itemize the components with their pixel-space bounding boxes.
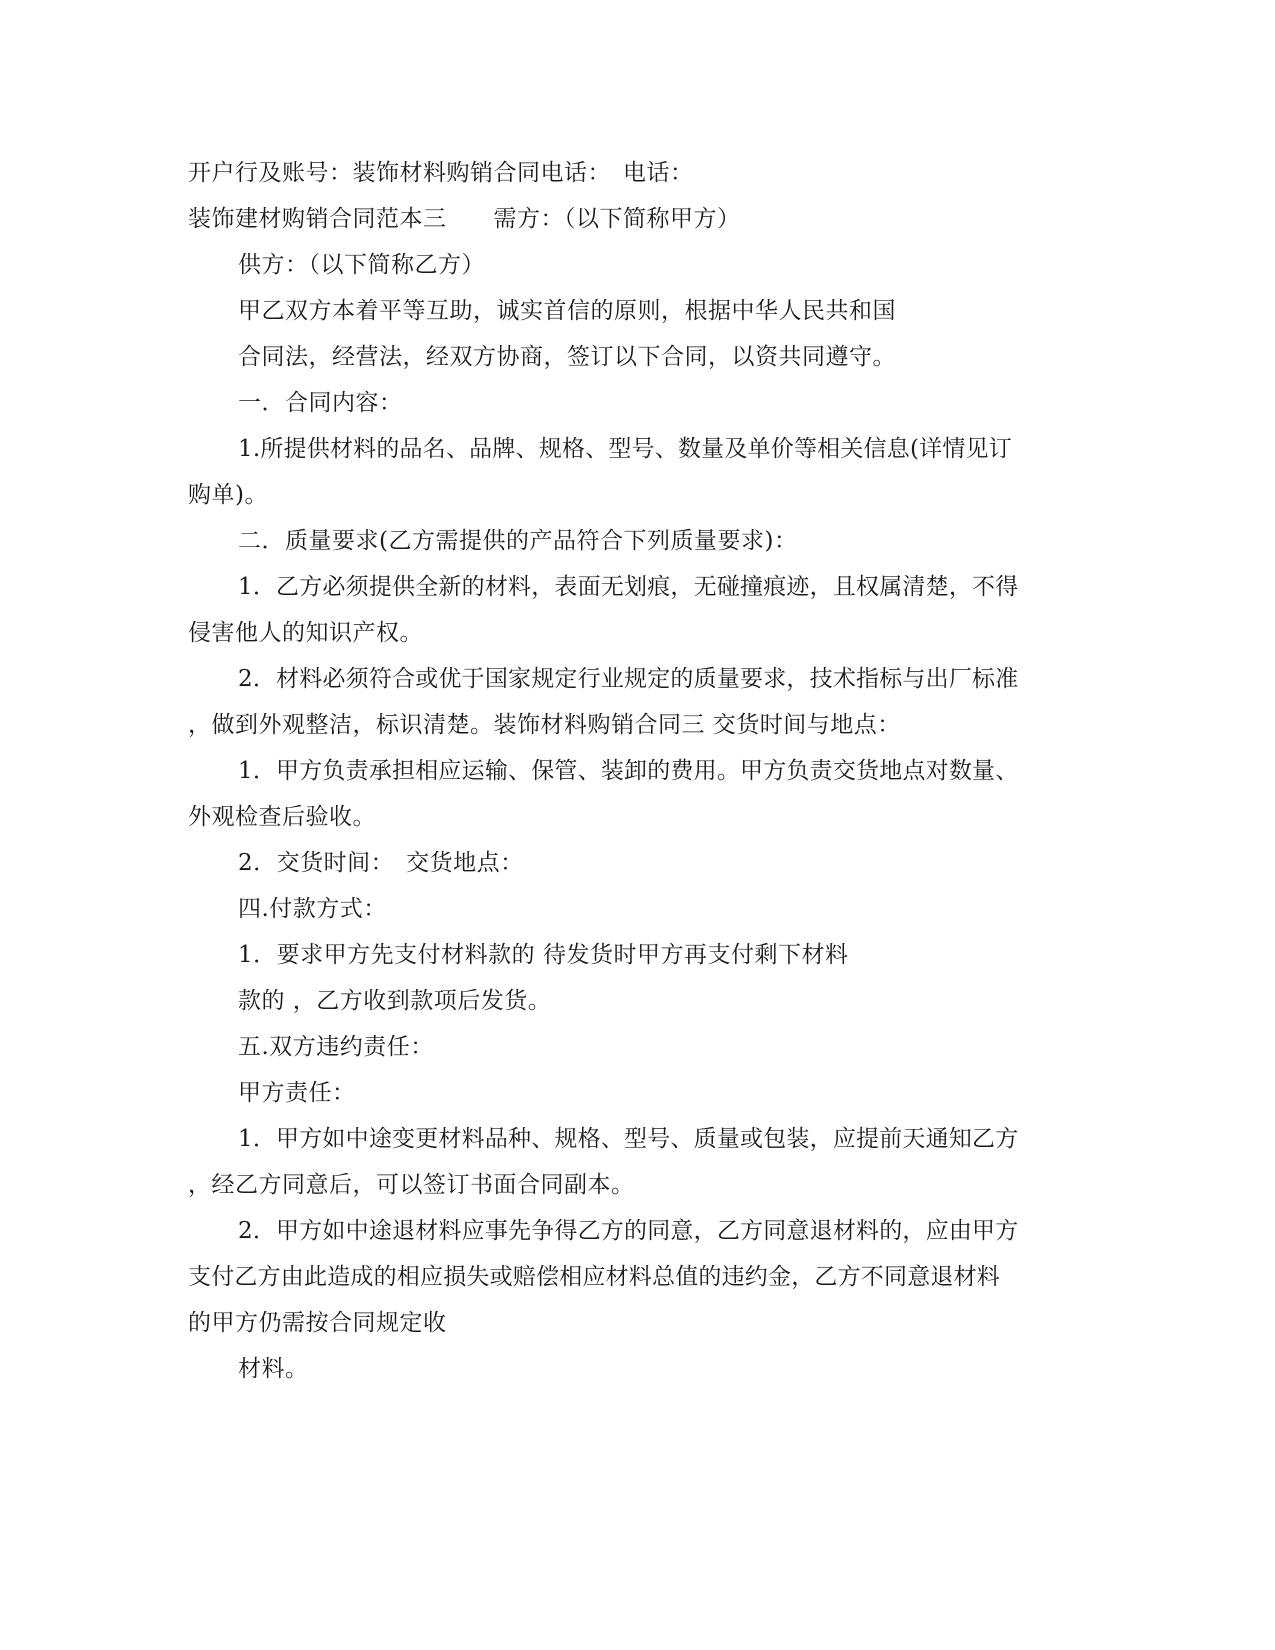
text-line-delivery-2: 2．交货时间： 交货地点： [238,850,524,876]
text-line-liability-2: 2．甲方如中途退材料应事先争得乙方的同意，乙方同意退材料的，应由甲方 [238,1218,1019,1244]
text-line-law: 合同法，经营法，经双方协商，签订以下合同，以资共同遵守。 [238,344,896,370]
text-line-template-title: 装饰建材购销合同范本三 需方：（以下简称甲方） [188,206,741,232]
text-line-bank-account: 开户行及账号：装饰材料购销合同电话： 电话： [188,160,694,186]
section-heading-payment: 四.付款方式： [238,896,387,922]
section-heading-liability: 五.双方违约责任： [238,1034,434,1060]
text-line-liability-1-cont: ，经乙方同意后，可以签订书面合同副本。 [188,1172,635,1198]
text-line-supplier: 供方：（以下简称乙方） [238,252,485,278]
text-line-liability-2-cont-2: 的甲方仍需按合同规定收 [188,1310,447,1336]
text-line-quality-1: 1．乙方必须提供全新的材料，表面无划痕，无碰撞痕迹，且权属清楚，不得 [238,574,1019,600]
text-line-liability-2-end: 材料。 [238,1356,309,1382]
text-line-quality-1-cont: 侵害他人的知识产权。 [188,620,423,646]
text-line-quality-2-cont: ，做到外观整洁，标识清楚。装饰材料购销合同三 交货时间与地点： [188,712,901,738]
section-heading-quality: 二．质量要求(乙方需提供的产品符合下列质量要求)： [238,528,798,554]
text-line-delivery-1-cont: 外观检查后验收。 [188,804,376,830]
section-heading-contract-content: 一．合同内容： [238,390,403,416]
text-line-item-1: 1.所提供材料的品名、品牌、规格、型号、数量及单价等相关信息(详情见订 [238,436,1012,462]
text-line-item-1-cont: 购单)。 [188,482,268,508]
text-line-liability-1: 1．甲方如中途变更材料品种、规格、型号、质量或包装，应提前天通知乙方 [238,1126,1019,1152]
text-line-principle: 甲乙双方本着平等互助，诚实首信的原则，根据中华人民共和国 [238,298,896,324]
text-line-delivery-1: 1．甲方负责承担相应运输、保管、装卸的费用。甲方负责交货地点对数量、 [238,758,1019,784]
text-line-payment-1-cont: 款的 ，乙方收到款项后发货。 [238,988,552,1014]
text-line-liability-2-cont: 支付乙方由此造成的相应损失或赔偿相应材料总值的违约金，乙方不同意退材料 [188,1264,1000,1290]
subheading-party-a-liability: 甲方责任： [238,1080,356,1106]
text-line-payment-1: 1．要求甲方先支付材料款的 待发货时甲方再支付剩下材料 [238,942,849,968]
text-line-quality-2: 2．材料必须符合或优于国家规定行业规定的质量要求，技术指标与出厂标准 [238,666,1019,692]
